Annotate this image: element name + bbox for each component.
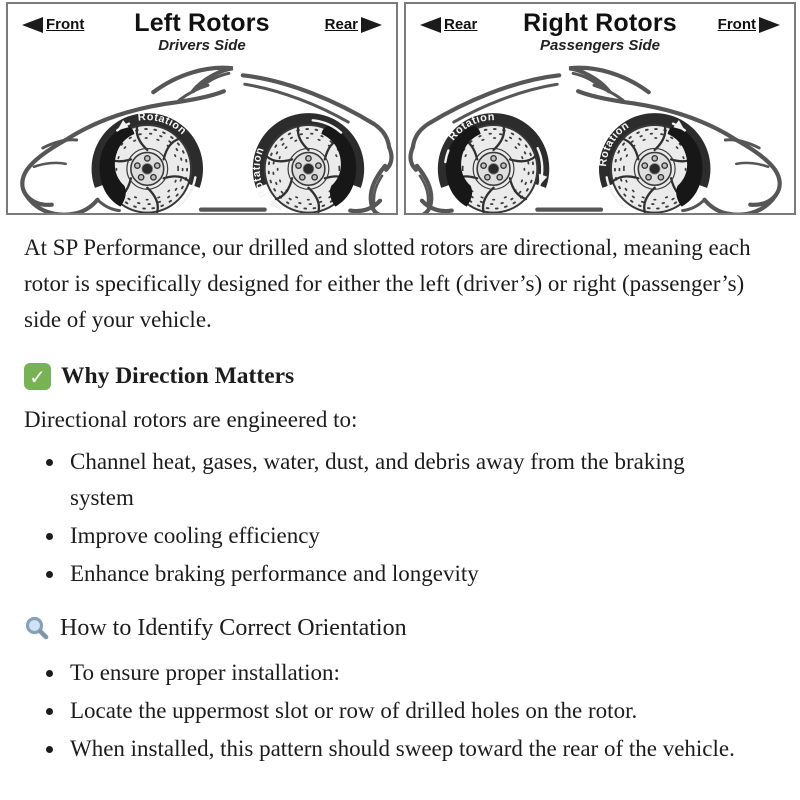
rotation-label: Rotation [446, 111, 496, 143]
right-arrow-icon [759, 17, 780, 33]
right-panel-title: Right Rotors [523, 9, 677, 37]
list-item: • Improve cooling efficiency [66, 518, 742, 554]
list-item: • When installed, this pattern should sweep toward the rear of the vehicle. [66, 731, 742, 767]
front-direction-indicator [718, 16, 780, 33]
left-rotors-panel [6, 2, 398, 215]
magnifying-glass-icon [24, 615, 51, 642]
right-arrow-icon [361, 17, 382, 33]
front-direction-indicator [22, 16, 84, 33]
section-title: How to Identify Correct Orientation [60, 615, 407, 641]
rear-direction-indicator [420, 16, 477, 33]
left-panel-subtitle: Drivers Side [158, 37, 246, 54]
list-item: • Channel heat, gases, water, dust, and debris away from the braking system [66, 444, 742, 516]
list-item: • To ensure proper installation: [66, 655, 742, 691]
right-car-illustration [406, 54, 794, 215]
list-item: • Enhance braking performance and longevity [66, 556, 742, 592]
section-lead: Directional rotors are engineered to: [24, 407, 358, 432]
orientation-steps-list [24, 655, 776, 767]
section-title: Why Direction Matters [61, 363, 295, 389]
rear-direction-indicator [325, 16, 382, 33]
section-heading-why-direction-matters [24, 363, 776, 390]
left-car-illustration [8, 54, 396, 215]
rotation-label: Rotation [250, 145, 271, 200]
article-body [0, 230, 800, 767]
rear-label: Rear [444, 16, 478, 33]
rear-label: Rear [324, 16, 358, 33]
right-rotors-panel [404, 2, 796, 215]
right-panel-header [406, 4, 794, 53]
right-panel-subtitle: Passengers Side [539, 37, 661, 54]
left-panel-header [8, 4, 396, 53]
left-arrow-icon [420, 17, 441, 33]
rotation-label: Rotation [137, 111, 189, 138]
check-mark-icon: ✓ [24, 363, 51, 390]
left-panel-title: Left Rotors [134, 9, 270, 37]
rotor-direction-diagram [0, 0, 800, 215]
list-item: • Locate the uppermost slot or row of drilled holes on the rotor. [66, 693, 742, 729]
rotation-label: Rotation [596, 119, 632, 168]
intro-paragraph: At SP Performance, our drilled and slotted rotors are directional, meaning each rotor is specifically designed for either the left (driver’s) or right (passenger’s) side of your vehicle. [24, 235, 751, 332]
left-arrow-icon [22, 17, 43, 33]
front-label: Front [717, 16, 756, 33]
section-heading-identify-orientation [24, 615, 776, 642]
front-label: Front [46, 16, 85, 33]
direction-benefits-list [24, 444, 776, 592]
